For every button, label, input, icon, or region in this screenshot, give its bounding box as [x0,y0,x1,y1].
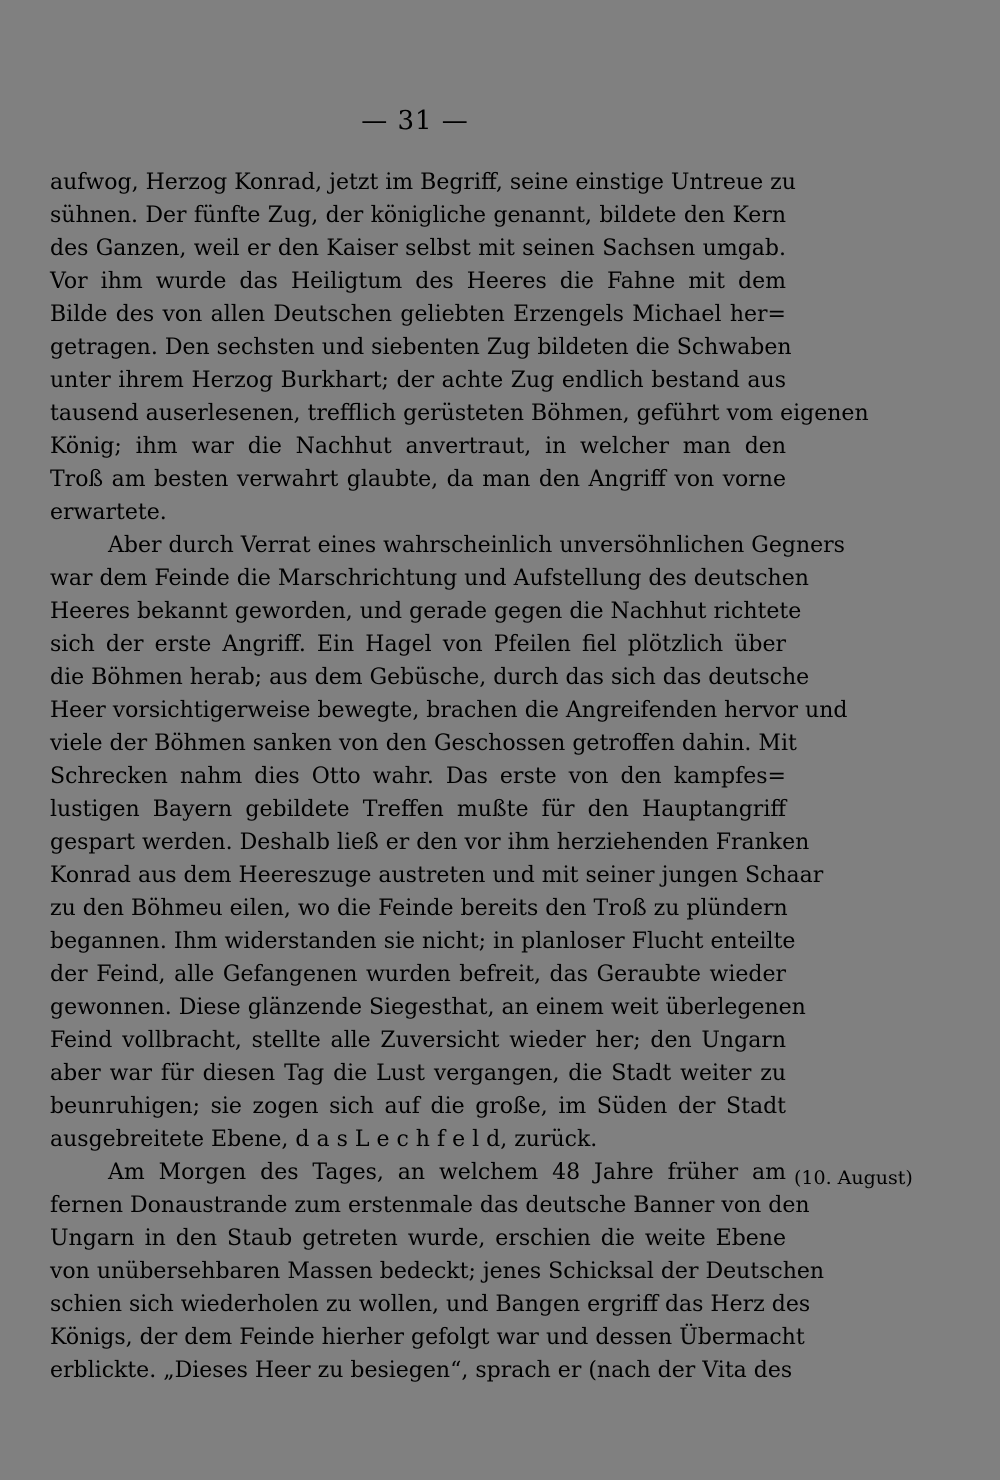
text-line: König; ihm war die Nachhut anvertraut, in welcher man den [50,434,786,459]
text-line: Konrad aus dem Heereszuge austreten und mit seiner jungen Schaar [50,863,824,888]
text-line: aber war für diesen Tag die Lust vergangen, die Stadt weiter zu [50,1061,786,1086]
text-line: Heer vorsichtigerweise bewegte, brachen die Angreifenden hervor und [50,698,848,723]
text-line: sühnen. Der fünfte Zug, der königliche genannt, bildete den Kern [50,203,786,228]
text-line: die Böhmen herab; aus dem Gebüsche, durch das sich das deutsche [50,665,810,690]
text-line: begannen. Ihm widerstanden sie nicht; in planloser Flucht enteilte [50,929,796,954]
text-line: ausgebreitete Ebene, d a s L e c h f e l d, zurück. [50,1127,598,1152]
text-line: Feind vollbracht, stellte alle Zuversicht wieder her; den Ungarn [50,1028,786,1053]
page-number: — 31 — [361,106,469,136]
text-line: der Feind, alle Gefangenen wurden befreit, das Geraubte wieder [50,962,786,987]
text-line: schien sich wiederholen zu wollen, und Bangen ergriff das Herz des [50,1292,811,1317]
text-line: beunruhigen; sie zogen sich auf die große, im Süden der Stadt [50,1094,786,1119]
text-line: Schrecken nahm dies Otto wahr. Das erste von den kampfes= [50,764,786,789]
text-line: erwartete. [50,500,167,525]
text-line: Troß am besten verwahrt glaubte, da man den Angriff von vorne [50,467,786,492]
text-line: erblickte. „Dieses Heer zu besiegen“, sprach er (nach der Vita des [50,1358,793,1383]
text-line: aufwog, Herzog Konrad, jetzt im Begriff, seine einstige Untreue zu [50,170,796,195]
text-line: fernen Donaustrande zum erstenmale das deutsche Banner von den [50,1193,810,1218]
text-line: Vor ihm wurde das Heiligtum des Heeres die Fahne mit dem [50,269,786,294]
text-line: tausend auserlesenen, trefflich gerüsteten Böhmen, geführt vom eigenen [50,401,869,426]
text-line: Königs, der dem Feinde hierher gefolgt war und dessen Übermacht [50,1325,805,1350]
text-line: lustigen Bayern gebildete Treffen mußte für den Hauptangriff [50,797,786,822]
text-line: Bilde des von allen Deutschen geliebten Erzengels Michael her= [50,302,786,327]
text-line: getragen. Den sechsten und siebenten Zug bildeten die Schwaben [50,335,792,360]
text-line: des Ganzen, weil er den Kaiser selbst mit seinen Sachsen umgab. [50,236,786,261]
text-line: war dem Feinde die Marschrichtung und Aufstellung des deutschen [50,566,809,591]
text-line: zu den Böhmeu eilen, wo die Feinde bereits den Troß zu plündern [50,896,788,921]
text-line: gewonnen. Diese glänzende Siegesthat, an einem weit überlegenen [50,995,806,1020]
margin-note: (10. August) [794,1167,913,1189]
text-line: Heeres bekannt geworden, und gerade gegen die Nachhut richtete [50,599,802,624]
text-line: von unübersehbaren Massen bedeckt; jenes Schicksal der Deutschen [50,1259,825,1284]
text-line: Aber durch Verrat eines wahrscheinlich unversöhnlichen Gegners [108,533,845,558]
text-line: viele der Böhmen sanken von den Geschossen getroffen dahin. Mit [50,731,797,756]
text-line: sich der erste Angriff. Ein Hagel von Pfeilen fiel plötzlich über [50,632,786,657]
text-line: Ungarn in den Staub getreten wurde, erschien die weite Ebene [50,1226,786,1251]
text-line: gespart werden. Deshalb ließ er den vor ihm herziehenden Franken [50,830,810,855]
text-line: Am Morgen des Tages, an welchem 48 Jahre früher am [108,1160,786,1185]
text-line: unter ihrem Herzog Burkhart; der achte Zug endlich bestand aus [50,368,786,393]
